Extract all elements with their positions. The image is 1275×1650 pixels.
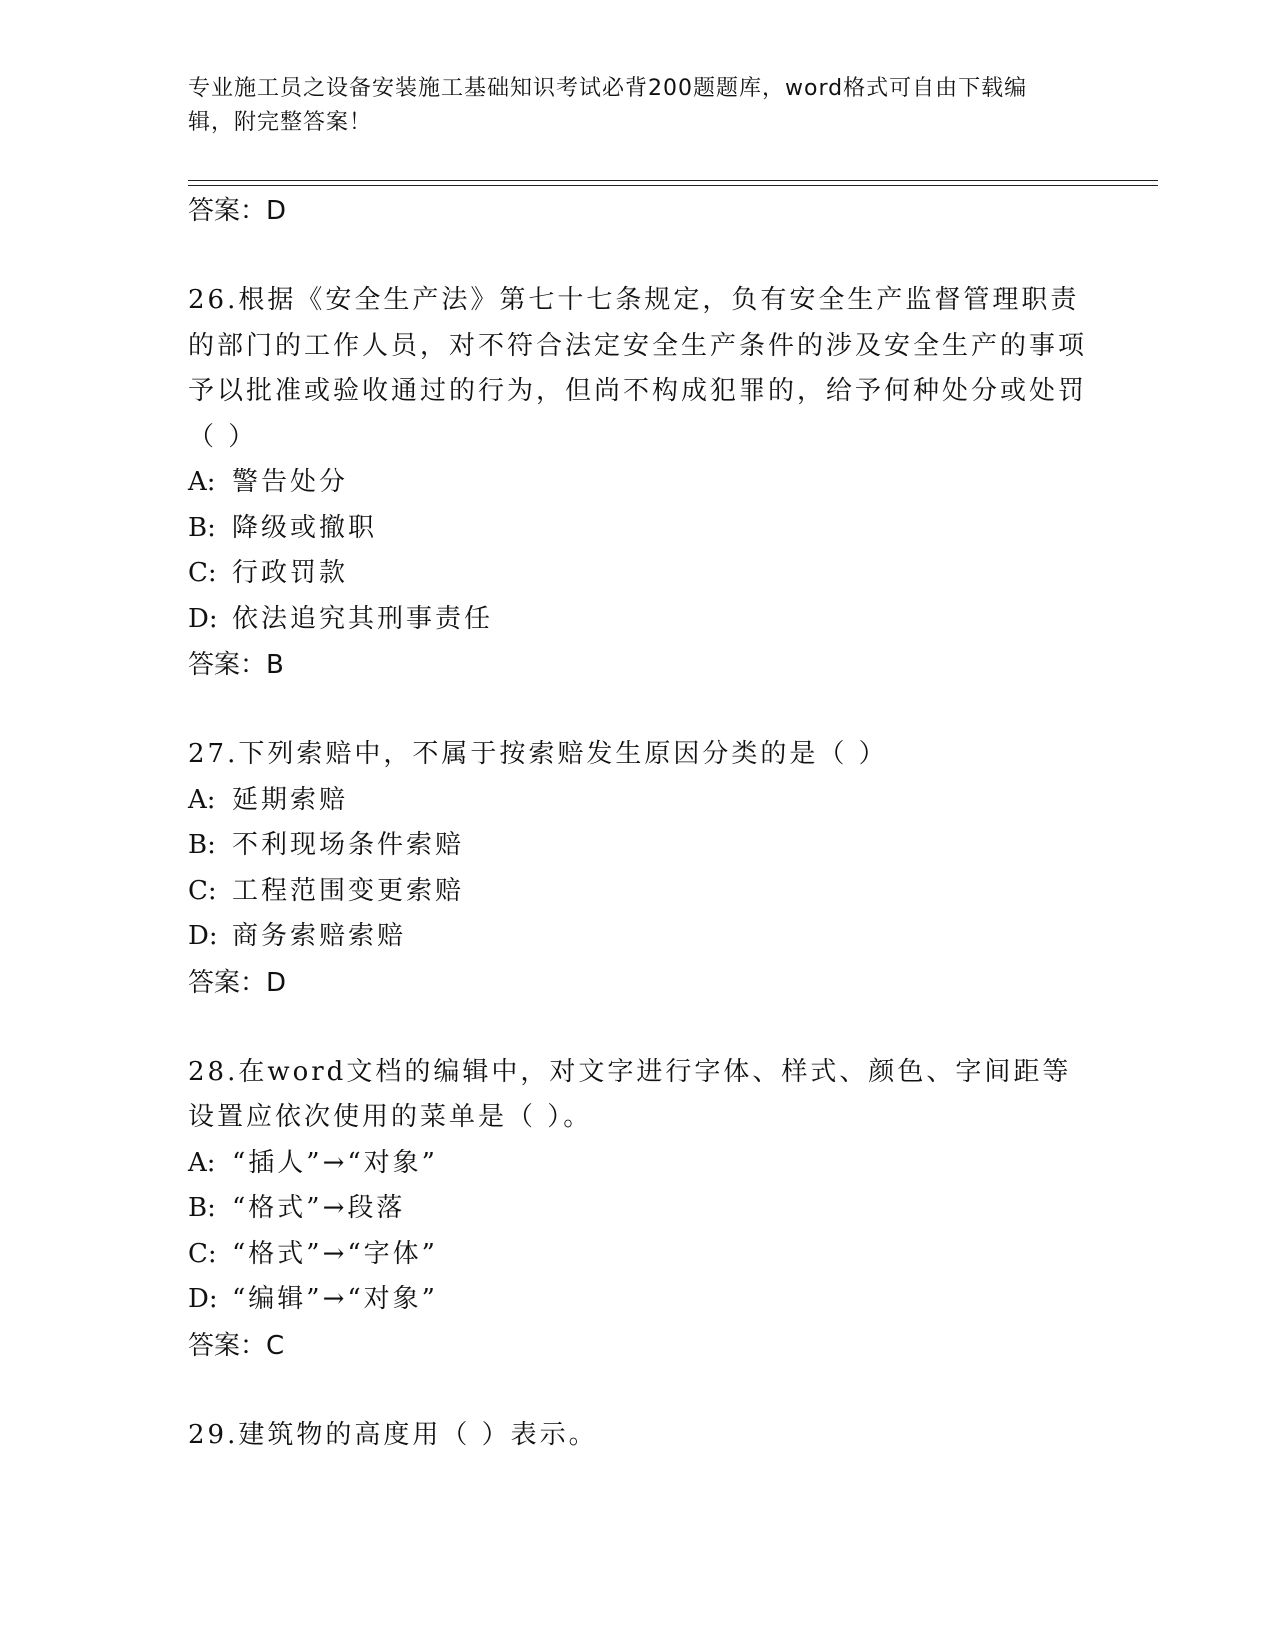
question-block [188,278,1088,688]
answer-line: 答案：B [188,650,284,680]
option-d: D: 依法追究其刑事责任 [188,603,494,634]
question-content [188,188,1088,1458]
question-text: 28.在word文档的编辑中，对文字进行字体、样式、颜色、字间距等设置应依次使用的菜单是（ ）。 [188,1056,1072,1132]
header-divider-line [188,180,1158,181]
option-b: B: 降级或撤职 [188,512,378,543]
question-text: 29.建筑物的高度用（ ）表示。 [188,1419,598,1450]
question-block [188,732,1088,1006]
page-header-title: 专业施工员之设备安装施工基础知识考试必背200题题库，word格式可自由下载编辑，附完整答案！ [188,76,1028,135]
answer-line: 答案：D [188,196,287,226]
question-block [188,1413,1088,1459]
answer-line: 答案：D [188,967,287,998]
question-block [188,1050,1088,1369]
option-c: C: 行政罚款 [188,558,349,588]
option-a: A: “插人”→“对象” [188,1147,438,1178]
option-d: D: “编辑”→“对象” [188,1284,438,1314]
option-d: D: 商务索赔索赔 [188,921,407,951]
option-a: A: 警告处分 [188,467,349,497]
option-c: C: 工程范围变更索赔 [188,875,465,906]
option-c: C: “格式”→“字体” [188,1238,438,1269]
header-divider-line-2 [188,185,1158,186]
question-text: 27.下列索赔中，不属于按索赔发生原因分类的是（ ） [188,739,888,769]
question-text: 26.根据《安全生产法》第七十七条规定，负有安全生产监督管理职责的部门的工作人员，对不符合法定安全生产条件的涉及安全生产的事项予以批准或验收通过的行为，但尚不构成犯罪的，给予何种处分或处罚（ ） [188,285,1088,452]
answer-line: 答案：C [188,1330,285,1361]
option-b: B: 不利现场条件索赔 [188,830,465,860]
option-a: A: 延期索赔 [188,784,349,815]
option-b: B: “格式”→段落 [188,1193,406,1223]
